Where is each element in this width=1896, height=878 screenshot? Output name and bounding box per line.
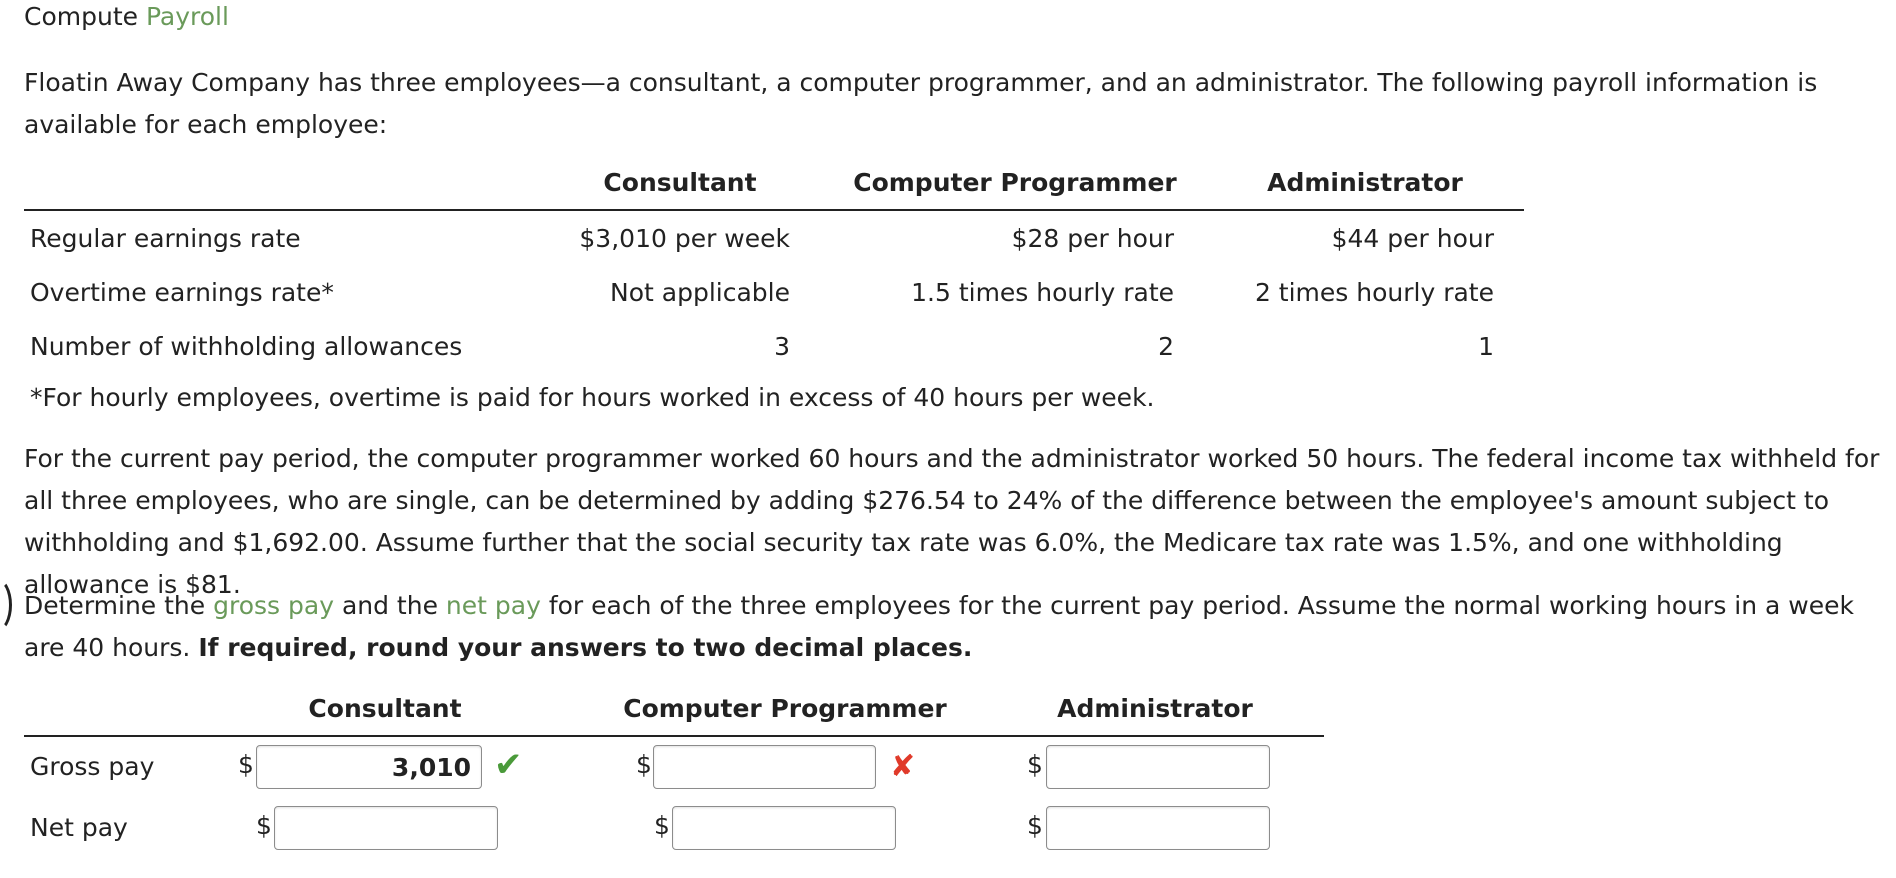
instruction-text-2: and the [341,591,438,620]
instruction-text-1: Determine the [24,591,206,620]
info-header-consultant: Consultant [603,168,757,197]
edge-marker [0,578,12,632]
title-prefix: Compute [24,2,139,31]
cell-regular-programmer: $28 per hour [1011,224,1174,253]
gross-pay-label: Gross pay [30,752,155,781]
net-pay-consultant-input[interactable] [274,806,498,850]
cell-allowances-consultant: 3 [774,332,790,361]
gross-pay-link[interactable]: gross pay [213,591,334,620]
gross-pay-administrator-input[interactable] [1046,745,1270,789]
net-pay-link[interactable]: net pay [445,591,541,620]
cell-allowances-administrator: 1 [1478,332,1494,361]
answer-header-programmer: Computer Programmer [623,694,947,723]
payroll-link[interactable]: Payroll [145,2,229,31]
cell-overtime-consultant: Not applicable [610,278,790,307]
answer-header-consultant: Consultant [308,694,462,723]
instruction-paragraph [24,585,1884,669]
currency-symbol: $ [238,750,254,779]
intro-paragraph: Floatin Away Company has three employees—a consultant, a computer programmer, and an administrator. The following payroll information is available for each employee: [24,68,1818,139]
info-table-rule [24,209,1524,211]
row-label-overtime-rate: Overtime earnings rate* [30,278,334,307]
currency-symbol: $ [256,811,272,840]
cell-overtime-administrator: 2 times hourly rate [1254,278,1494,307]
overtime-footnote: *For hourly employees, overtime is paid for hours worked in excess of 40 hours per week. [30,383,1155,412]
info-header-administrator: Administrator [1267,168,1463,197]
page-title [24,2,229,31]
currency-symbol: $ [1027,750,1043,779]
cell-regular-consultant: $3,010 per week [579,224,790,253]
cell-overtime-programmer: 1.5 times hourly rate [911,278,1174,307]
cell-regular-administrator: $44 per hour [1331,224,1494,253]
net-pay-administrator-input[interactable] [1046,806,1270,850]
net-pay-label: Net pay [30,813,128,842]
cell-allowances-programmer: 2 [1158,332,1174,361]
answer-table-rule [24,735,1324,737]
instruction-text-3: for each of the three employees for the current pay period. Assume the normal working hours in a week are 40 hours. [24,591,1854,662]
currency-symbol: $ [636,750,652,779]
details-paragraph: For the current pay period, the computer programmer worked 60 hours and the administrator worked 50 hours. The federal income tax withheld for all three employees, who are single, can be determined by adding $276.54 to 24% of the difference between the employee's amount subject to withholding and $1,692.00. Assume further that the social security tax rate was 6.0%, the Medicare tax rate was 1.5%, and one withholding allowance is $81. [24,444,1880,599]
row-label-regular-rate: Regular earnings rate [30,224,301,253]
row-label-allowances: Number of withholding allowances [30,332,463,361]
incorrect-cross-icon: ✘ [890,749,916,784]
currency-symbol: $ [1027,811,1043,840]
net-pay-programmer-input[interactable] [672,806,896,850]
currency-symbol: $ [654,811,670,840]
correct-check-icon: ✔ [494,745,523,785]
info-header-programmer: Computer Programmer [853,168,1177,197]
answer-header-administrator: Administrator [1057,694,1253,723]
gross-pay-programmer-input[interactable] [653,745,876,789]
gross-pay-consultant-input[interactable] [256,745,482,789]
rounding-instruction: If required, round your answers to two decimal places. [198,633,973,662]
